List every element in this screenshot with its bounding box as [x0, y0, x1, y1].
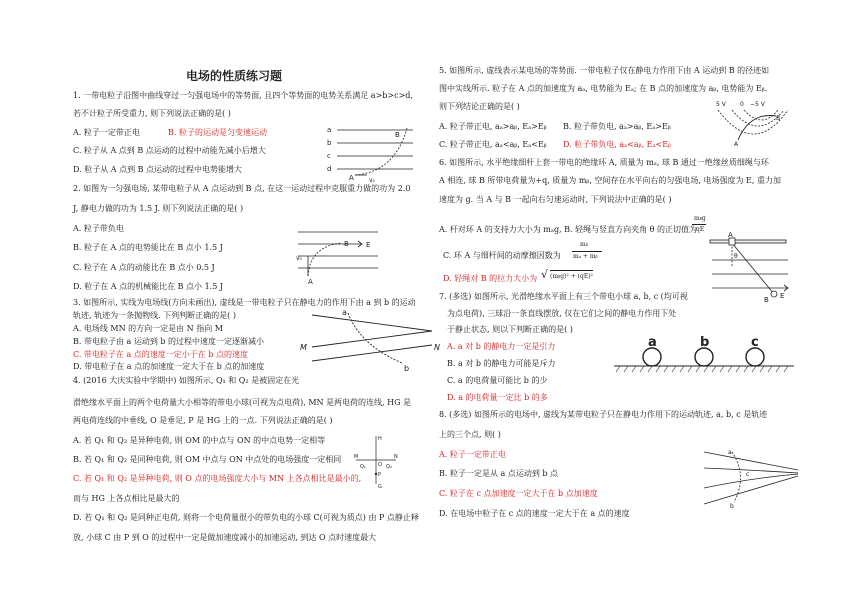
- q3-option-d: D. 带电粒子在 a 点的加速度一定大于在 b 点的加速度: [73, 362, 265, 371]
- q6-fraction-a-numerator: mᵦg: [694, 215, 706, 222]
- fig5-label-A: A: [734, 141, 739, 148]
- fig2-label-A: A: [308, 278, 313, 286]
- fig3-label-N: N: [434, 343, 440, 352]
- q4-stem-line2: 滑绝缘水平面上的两个电荷量大小相等的带电小球(可视为点电荷), MN 是两电荷的连线, HG 是: [73, 398, 412, 407]
- q4-stem-line3: 两电荷连线的中垂线, O 是垂足, P 是 HG 上的一点. 下列说法正确的是( ): [73, 416, 333, 425]
- q2-option-a: A. 粒子带负电: [73, 224, 124, 233]
- q5-stem-line1: 5. 如图所示, 虚线表示某电场的等势面. 一带电粒子仅在静电力作用下由 A 运动到 B 的径迹如: [439, 66, 770, 75]
- q7-stem-line1: 7. (多选) 如图所示, 光滑绝缘水平面上有三个带电小球 a, b, c (均可视: [439, 292, 688, 301]
- fig4-label-G: G: [378, 484, 382, 490]
- figure-2-uniform-field: [290, 228, 380, 286]
- q3-option-b: B. 带电粒子由 a 运动到 b 的过程中速度一定逐渐减小: [73, 337, 265, 346]
- q4-stem-line1: 4. (2016 大庆实验中学期中) 如图所示, Q₁ 和 Q₂ 是被固定在光: [73, 376, 300, 385]
- q4-option-c-line2: 而与 HG 上各点相比是最大的: [73, 494, 180, 503]
- q1-option-b: B. 粒子的运动是匀变速运动: [168, 128, 267, 137]
- q4-option-a: A. 若 Q₁ 和 Q₂ 是异种电荷, 则 OM 的中点与 ON 的中点电势一定相等: [73, 436, 326, 445]
- q1-option-c: C. 粒子从 A 点到 B 点运动的过程中动能先减小后增大: [73, 146, 266, 155]
- q3-stem-line2: 轨迹, 轨迹为一条抛物线. 下列判断正确的是( ): [73, 311, 236, 320]
- q6-stem-line2: A 相连, 球 B 所带电荷量为+q, 质量为 mᵦ, 空间存在水平向右的匀强电场, 电场强度为 E, 重力加: [439, 176, 781, 185]
- fig6-label-theta: θ: [734, 253, 738, 260]
- q3-option-a: A. 电场线 MN 的方向一定是由 N 指向 M: [73, 324, 223, 333]
- fig1-label-v0: v₀: [369, 177, 375, 184]
- fig6-label-A: A: [728, 231, 733, 239]
- fig7-label-b: b: [700, 335, 710, 350]
- q4-option-d-line1: D. 若 Q₁ 和 Q₂ 是同种正电荷, 则将一个电荷量很小的带负电的小球 C(可视为质点) 由 P 点静止释: [73, 513, 419, 522]
- fig1-label-d: d: [327, 165, 332, 173]
- q2-option-d: D. 粒子在 A 点的机械能比在 B 点小 1.5 J: [73, 282, 224, 291]
- fig8-label-c: c: [746, 471, 750, 478]
- q6-stem-line3: 速度为 g. 当 A 与 B 一起向右匀速运动时, 下列说法中正确的是( ): [439, 195, 672, 204]
- fig4-label-H: H: [378, 436, 382, 442]
- fig2-label-E: E: [366, 241, 371, 249]
- q2-stem-line1: 2. 如图为一匀强电场, 某带电粒子从 A 点运动到 B 点, 在这一运动过程中克服重力做的功为 2.0: [73, 184, 411, 193]
- figure-8-field-trajectory: [702, 446, 802, 510]
- fig1-label-b: b: [327, 139, 332, 147]
- q5-stem-line2: 图中实线所示. 粒子在 A 点的加速度为 aₐ, 电势能为 Eₐ; 在 B 点的加速度为 aᵦ, 电势能为 Eᵦ.: [439, 84, 768, 93]
- fig1-label-c: c: [327, 152, 331, 160]
- q5-stem-line3: 则下列结论正确的是( ): [439, 102, 520, 111]
- fig4-label-M: M: [354, 454, 359, 460]
- fig5-label-0: 0: [740, 101, 744, 108]
- q8-option-a: A. 粒子一定带正电: [439, 450, 506, 459]
- fig5-label-5V: 5 V: [716, 101, 726, 108]
- q4-option-b: B. 若 Q₁ 和 Q₂ 是同种电荷, 则 OM 中点与 ON 中点处的电场强度一定相同: [73, 455, 342, 464]
- fig6-label-E: E: [780, 292, 785, 300]
- q7-option-d: D. a 的电荷量一定比 b 的多: [447, 393, 548, 402]
- fig2-label-B: B: [344, 240, 349, 248]
- fig6-label-B: B: [764, 296, 769, 304]
- fig2-label-v0: v₀: [296, 255, 302, 262]
- q1-stem-line1: 1. 一带电粒子沿图中曲线穿过一匀强电场中的等势面, 且四个等势面的电势关系满足 a>b>c>d,: [73, 91, 413, 100]
- figure-3-field-lines: [298, 305, 443, 375]
- q8-option-d: D. 在电场中粒子在 c 点的速度一定大于在 a 点的速度: [439, 509, 630, 518]
- q6-option-a: A. 杆对环 A 的支持力大小为 mₐg, B. 轻绳与竖直方向夹角 θ 的正切值为: [439, 225, 698, 234]
- q8-option-c: C. 粒子在 c 点加速度一定大于在 b 点加速度: [439, 489, 598, 498]
- fig7-label-c: c: [751, 335, 759, 350]
- fig7-label-a: a: [648, 335, 657, 350]
- q7-option-b: B. a 对 b 的静电力可能是斥力: [447, 359, 556, 368]
- figure-1-equipotential: [325, 122, 415, 184]
- page-title: 电场的性质练习题: [186, 69, 283, 83]
- q2-option-c: C. 粒子在 A 点的动能比在 B 点小 0.5 J: [73, 263, 215, 272]
- q7-option-a: A. a 对 b 的静电力一定是引力: [447, 342, 556, 351]
- q6-option-c: C. 环 A 与细杆间的动摩擦因数为: [443, 251, 561, 260]
- fig3-label-M: M: [300, 343, 307, 352]
- fig5-label-minus5V: −5 V: [750, 101, 765, 108]
- q5-option-b: B. 粒子带负电, aₐ>aᵦ, Eₐ>Eᵦ: [563, 122, 671, 131]
- q5-option-c: C. 粒子带正电, aₐ<aᵦ, Eₐ<Eᵦ: [439, 140, 547, 149]
- fig5-label-B: B: [776, 115, 781, 122]
- q3-stem-line1: 3. 如图所示, 实线为电场线(方向未画出), 虚线是一带电粒子只在静电力的作用下由 a 到 b 的运动: [73, 298, 416, 307]
- q6-stem-line1: 6. 如图所示, 水平绝缘细杆上套一带电的绝缘环 A, 质量为 mₐ, 球 B 通过一绝缘丝质细绳与环: [439, 158, 769, 167]
- q2-option-b: B. 粒子在 A 点的电势能比在 B 点小 1.5 J: [73, 243, 223, 252]
- q6-fraction-c-denominator: mₐ + mᵦ: [573, 253, 598, 260]
- q7-stem-line2: 为点电荷), 三球沿一条直线摆放, 仅在它们之间的静电力作用下处: [447, 309, 677, 318]
- fig4-label-O: O: [378, 462, 382, 468]
- fig3-label-b: b: [404, 364, 410, 373]
- q7-stem-line3: 于静止状态, 则以下判断正确的是( ): [447, 325, 573, 334]
- q8-stem-line1: 8. (多选) 如图所示的电场中, 虚线为某带电粒子只在静电力作用下的运动轨迹, a, b, c 是轨迹: [439, 410, 768, 419]
- figure-7-three-balls: [612, 334, 798, 374]
- q6-sqrt-expression: (mᵦg)² + (qE)²: [550, 270, 593, 282]
- q8-stem-line2: 上的三个点, 则( ): [439, 430, 501, 439]
- q3-option-c: C. 带电粒子在 a 点的速度一定小于在 b 点的速度: [73, 350, 248, 359]
- fig4-label-P: P: [378, 472, 382, 478]
- fig4-label-Q2: Q₂: [386, 464, 392, 470]
- figure-6-ring-ball: [708, 232, 790, 304]
- q4-option-d-line2: 放, 小球 C 由 P 到 O 的过程中一定是做加速度减小的加速运动, 到达 O 点时速度最大: [73, 533, 377, 542]
- q1-option-d: D. 粒子从 A 点到 B 点运动的过程中电势能增大: [73, 165, 243, 174]
- fig8-label-a: a: [728, 449, 732, 456]
- q7-option-c: C. a 的电荷量可能比 b 的少: [447, 376, 548, 385]
- fig4-label-Q1: Q₁: [360, 464, 366, 470]
- fig8-label-b: b: [730, 503, 734, 510]
- figure-4-charges: [352, 432, 402, 492]
- q1-stem-line2: 若不计粒子所受重力, 则下列说法正确的是( ): [73, 109, 231, 118]
- q6-option-d: D. 轻绳对 B 的拉力大小为: [443, 274, 538, 283]
- q8-option-b: B. 粒子一定是从 a 点运动到 b 点: [439, 469, 559, 478]
- fig3-label-a: a: [342, 308, 347, 317]
- fig1-label-B: B: [395, 131, 400, 139]
- q4-option-c-line1: C. 若 Q₁ 和 Q₂ 是异种电荷, 则 O 点的电场强度大小与 MN 上各点相比是最小的,: [73, 474, 362, 483]
- fig1-label-A: A: [349, 174, 354, 182]
- q6-fraction-c-numerator: mᵦ: [580, 241, 588, 248]
- q6-sqrt-sign: √: [541, 268, 549, 281]
- fig1-label-a: a: [327, 126, 332, 134]
- q2-stem-line2: J, 静电力做的功为 1.5 J. 则下列说法正确的是( ): [73, 204, 244, 213]
- q5-option-d: D. 粒子带负电, aₐ<aᵦ, Eₐ<Eᵦ: [563, 140, 672, 149]
- q5-option-a: A. 粒子带正电, aₐ>aᵦ, Eₐ>Eᵦ: [439, 122, 547, 131]
- q1-option-a: A. 粒子一定带正电: [73, 128, 140, 137]
- q6-fraction-a-denominator: qE: [696, 226, 705, 233]
- fig4-label-N: N: [394, 454, 398, 460]
- figure-5-equipotential-arcs: [714, 98, 790, 148]
